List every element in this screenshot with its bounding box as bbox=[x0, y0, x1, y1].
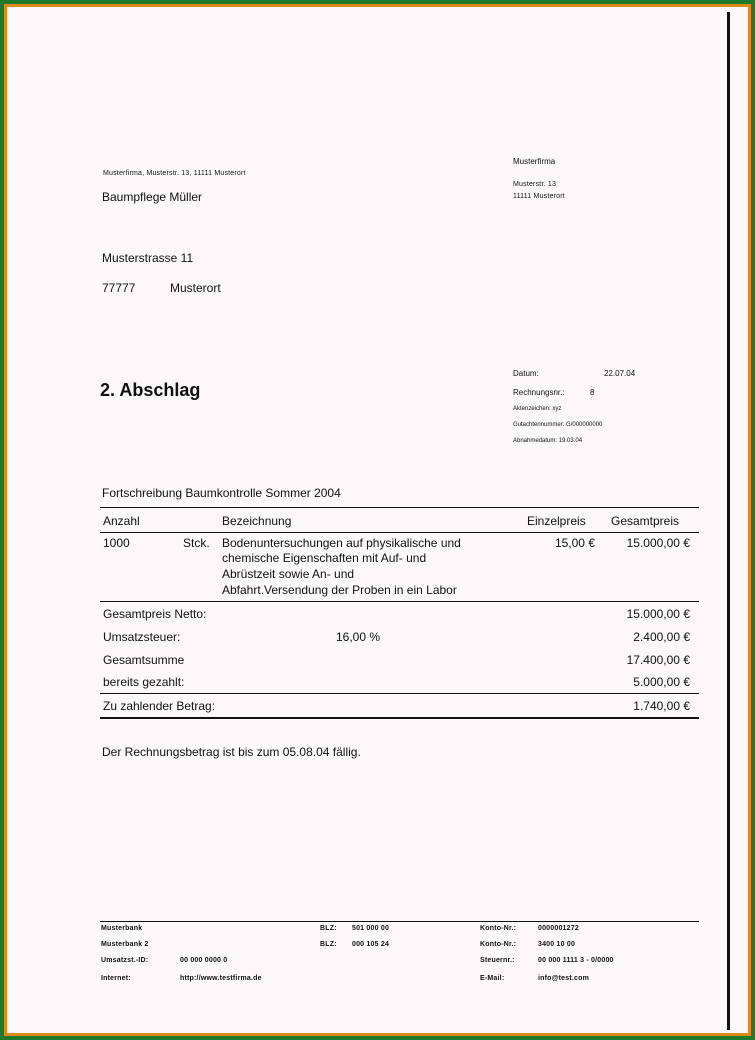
footer-bank-1: Musterbank bbox=[101, 925, 143, 932]
footer-blz-label-2: BLZ: bbox=[320, 941, 337, 948]
date-label: Datum: bbox=[513, 369, 539, 378]
sender-city: 11111 Musterort bbox=[513, 193, 565, 200]
footer-internet-value[interactable]: http://www.testfirma.de bbox=[180, 975, 262, 982]
invoice-number-value: 8 bbox=[590, 388, 595, 397]
footer-account-label-2: Konto-Nr.: bbox=[480, 941, 517, 948]
footer-blz-value-1: 501 000 00 bbox=[352, 925, 390, 932]
sender-name: Musterfirma bbox=[513, 157, 556, 166]
gross-label: Gesamtsumme bbox=[103, 653, 185, 667]
gross-value: 17.400,00 € bbox=[626, 653, 690, 667]
due-top-rule bbox=[100, 693, 699, 694]
footer-internet-label: Internet: bbox=[101, 975, 131, 982]
footer-vat-id-label: Umsatzst.-ID: bbox=[101, 957, 149, 964]
row-desc-line-3: Abrüstzeit sowie An- und bbox=[222, 567, 355, 581]
footer-account-label-1: Konto-Nr.: bbox=[480, 925, 517, 932]
due-label: Zu zahlender Betrag: bbox=[103, 699, 216, 713]
due-bottom-rule bbox=[100, 717, 699, 719]
reference-1: Aktenzeichen: xyz bbox=[513, 406, 562, 412]
footer-blz-label-1: BLZ: bbox=[320, 925, 337, 932]
row-desc-line-1: Bodenuntersuchungen auf physikalische und bbox=[222, 536, 461, 550]
footer-tax-no-value: 00 000 1111 3 - 0/0000 bbox=[538, 957, 614, 964]
footer-account-value-1: 0000001272 bbox=[538, 925, 579, 932]
invoice-subject: Fortschreibung Baumkontrolle Sommer 2004 bbox=[102, 486, 341, 500]
footer-account-value-2: 3400 10 00 bbox=[538, 941, 576, 948]
reference-3: Abnahmedatum: 19.03.04 bbox=[513, 438, 583, 444]
document-title: 2. Abschlag bbox=[100, 380, 201, 400]
due-value: 1.740,00 € bbox=[633, 699, 690, 713]
row-desc-line-4: Abfahrt.Versendung der Proben in ein Labor bbox=[222, 583, 457, 597]
invoice-number-label: Rechnungsnr.: bbox=[513, 388, 565, 397]
table-bottom-rule bbox=[100, 601, 699, 602]
due-note: Der Rechnungsbetrag ist bis zum 05.08.04 fällig. bbox=[102, 745, 361, 759]
recipient-street: Musterstrasse 11 bbox=[102, 251, 194, 265]
footer-email-value[interactable]: info@test.com bbox=[538, 975, 590, 982]
recipient-zip: 77777 bbox=[102, 281, 136, 295]
net-value: 15.000,00 € bbox=[626, 607, 690, 621]
row-unit-price: 15,00 € bbox=[554, 536, 595, 550]
footer-email-label: E-Mail: bbox=[480, 975, 505, 982]
recipient-name: Baumpflege Müller bbox=[102, 190, 203, 204]
header-qty: Anzahl bbox=[103, 514, 140, 528]
date-value: 22.07.04 bbox=[604, 369, 636, 378]
row-desc-line-2: chemische Eigenschaften mit Auf- und bbox=[222, 551, 427, 565]
header-total-price: Gesamtpreis bbox=[611, 514, 680, 528]
footer-tax-no-label: Steuernr.: bbox=[480, 957, 515, 964]
table-top-rule bbox=[100, 507, 699, 508]
footer-vat-id-value: 00 000 0000 0 bbox=[180, 957, 228, 964]
row-qty: 1000 bbox=[103, 536, 130, 550]
vat-label: Umsatzsteuer: bbox=[103, 630, 181, 644]
page-edge-divider bbox=[727, 12, 730, 1030]
footer-blz-value-2: 000 105 24 bbox=[352, 941, 390, 948]
row-total-price: 15.000,00 € bbox=[626, 536, 690, 550]
net-label: Gesamtpreis Netto: bbox=[103, 607, 207, 621]
table-header-rule bbox=[100, 532, 699, 533]
paid-label: bereits gezahlt: bbox=[103, 675, 185, 689]
sender-line: Musterfirma, Musterstr. 13, 11111 Musterort bbox=[103, 170, 246, 177]
header-desc: Bezeichnung bbox=[222, 514, 292, 528]
footer-bank-2: Musterbank 2 bbox=[101, 941, 149, 948]
header-unit-price: Einzelpreis bbox=[527, 514, 586, 528]
reference-2: Gutachtennummer: G/000000000 bbox=[513, 422, 603, 428]
recipient-city: Musterort bbox=[170, 281, 221, 295]
vat-value: 2.400,00 € bbox=[633, 630, 690, 644]
vat-rate: 16,00 % bbox=[336, 630, 381, 644]
footer-rule bbox=[100, 921, 699, 922]
sender-street: Musterstr. 13 bbox=[513, 181, 557, 188]
paid-value: 5.000,00 € bbox=[633, 675, 690, 689]
row-unit: Stck. bbox=[183, 536, 210, 550]
